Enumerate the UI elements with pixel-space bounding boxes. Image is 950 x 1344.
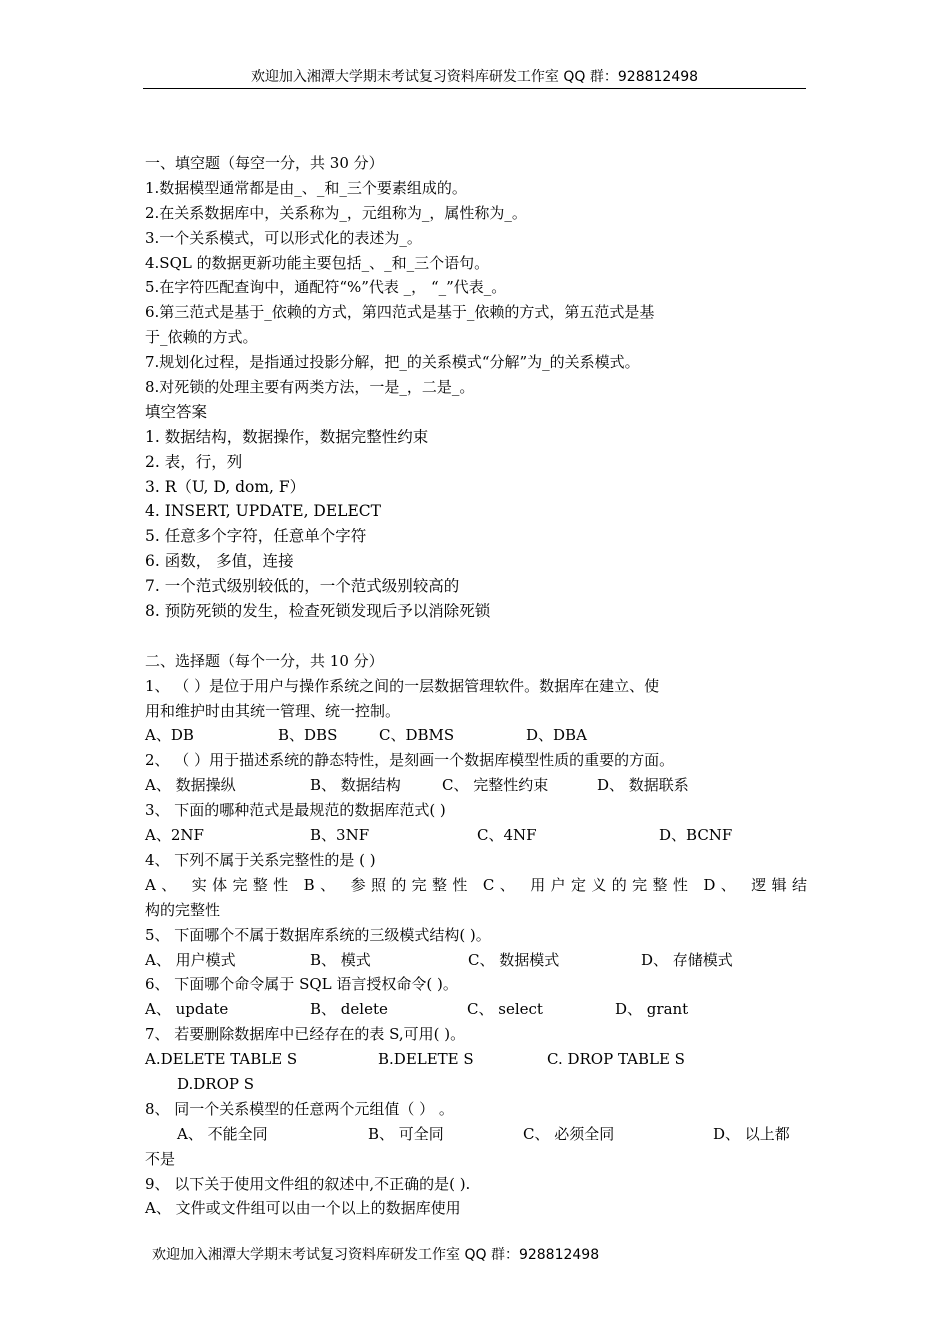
option-a: A、2NF — [145, 826, 204, 845]
option-a: A、 数据操纵 — [145, 776, 236, 795]
choice-section-title: 二、选择题（每个一分，共 10 分） — [145, 651, 384, 670]
fill-question-4: 4.SQL 的数据更新功能主要包括_、_和_三个语句。 — [145, 253, 490, 272]
option-a: A、 update — [145, 1000, 229, 1019]
fill-answer-3: 3. R（U, D, dom, F） — [145, 477, 306, 496]
option-d: D、BCNF — [659, 826, 733, 845]
choice-question-4-options-line-1: A、 实体完整性 B、 参照的完整性 C、 用户定义的完整性 D、 逻辑结 — [145, 875, 807, 894]
option-a: A、 用户模式 — [145, 950, 236, 969]
option-b: B、 delete — [310, 1000, 388, 1019]
document-body — [145, 151, 807, 1221]
option-c: C、 完整性约束 — [442, 776, 549, 795]
option-d: D、 数据联系 — [597, 776, 689, 795]
option-b: B、3NF — [310, 826, 370, 845]
header-rule — [143, 88, 806, 89]
fill-answer-7: 7. 一个范式级别较低的，一个范式级别较高的 — [145, 577, 460, 596]
choice-question-7: 7、 若要删除数据库中已经存在的表 S,可用( )。 — [145, 1025, 466, 1044]
choice-question-8-line-2: 不是 — [145, 1149, 176, 1168]
fill-question-7: 7.规划化过程，是指通过投影分解，把_的关系模式“分解”为_的关系模式。 — [145, 353, 640, 372]
option-b: B.DELETE S — [378, 1050, 474, 1069]
choice-question-1-line-2: 用和维护时由其统一管理、统一控制。 — [145, 701, 401, 720]
fill-answer-6: 6. 函数， 多值，连接 — [145, 552, 294, 571]
fill-answer-4: 4. INSERT, UPDATE, DELECT — [145, 502, 381, 521]
fill-answer-1: 1. 数据结构，数据操作，数据完整性约束 — [145, 427, 429, 446]
option-c: C. DROP TABLE S — [547, 1050, 685, 1069]
choice-question-1-line-1: 1、 （ ）是位于用户与操作系统之间的一层数据管理软件。数据库在建立、使 — [145, 676, 660, 695]
choice-question-9-option-a: A、 文件或文件组可以由一个以上的数据库使用 — [145, 1199, 461, 1218]
fill-question-2: 2.在关系数据库中，关系称为_，元组称为_，属性称为_。 — [145, 203, 527, 222]
option-c: C、 必须全同 — [523, 1124, 615, 1143]
option-a: A.DELETE TABLE S — [145, 1050, 298, 1069]
fill-answers-title: 填空答案 — [145, 402, 208, 421]
fill-answer-8: 8. 预防死锁的发生，检查死锁发现后予以消除死锁 — [145, 602, 491, 621]
choice-question-3-options — [145, 823, 807, 848]
choice-question-7-option-d: D.DROP S — [177, 1074, 255, 1093]
option-d: D、DBA — [526, 726, 587, 745]
choice-question-8-options — [145, 1122, 807, 1147]
choice-question-6-options — [145, 997, 807, 1022]
section-spacer — [145, 624, 807, 649]
choice-question-7-options — [145, 1047, 807, 1072]
choice-question-8: 8、 同一个关系模型的任意两个元组值（ ） 。 — [145, 1099, 454, 1118]
choice-question-2: 2、 （ ）用于描述系统的静态特性，是刻画一个数据库模型性质的重要的方面。 — [145, 751, 675, 770]
choice-question-3: 3、 下面的哪种范式是最规范的数据库范式( ) — [145, 801, 446, 820]
page-footer: 欢迎加入湘潭大学期末考试复习资料库研发工作室 QQ 群：928812498 — [152, 1247, 600, 1263]
choice-question-9: 9、 以下关于使用文件组的叙述中,不正确的是( ). — [145, 1174, 471, 1193]
option-b: B、DBS — [278, 726, 338, 745]
option-c: C、 数据模式 — [468, 950, 560, 969]
option-c: C、4NF — [477, 826, 537, 845]
fill-answer-5: 5. 任意多个字符，任意单个字符 — [145, 527, 367, 546]
option-d: D、 以上都 — [713, 1124, 790, 1143]
fill-question-8: 8.对死锁的处理主要有两类方法，一是_，二是_。 — [145, 378, 475, 397]
fill-question-6-line-1: 6.第三范式是基于_依赖的方式，第四范式是基于_依赖的方式，第五范式是基 — [145, 303, 655, 322]
option-d: D、 存储模式 — [641, 950, 733, 969]
choice-question-5: 5、 下面哪个不属于数据库系统的三级模式结构( )。 — [145, 925, 491, 944]
option-b: B、 可全同 — [368, 1124, 444, 1143]
choice-question-2-options — [145, 773, 807, 798]
fill-section-title: 一、填空题（每空一分，共 30 分） — [145, 154, 384, 172]
page-header: 欢迎加入湘潭大学期末考试复习资料库研发工作室 QQ 群：928812498 — [250, 69, 699, 85]
fill-question-3: 3.一个关系模式，可以形式化的表述为_。 — [145, 228, 422, 247]
choice-question-4: 4、 下列不属于关系完整性的是 ( ) — [145, 850, 376, 869]
choice-question-5-options — [145, 948, 807, 973]
fill-question-6-line-2: 于_依赖的方式。 — [145, 328, 258, 347]
choice-question-4-options-line-2: 构的完整性 — [145, 900, 221, 919]
fill-answer-2: 2. 表，行，列 — [145, 452, 243, 471]
choice-question-6: 6、 下面哪个命令属于 SQL 语言授权命令( )。 — [145, 975, 458, 994]
option-c: C、DBMS — [379, 726, 455, 745]
option-b: B、 数据结构 — [310, 776, 401, 795]
option-a: A、DB — [145, 726, 194, 745]
choice-question-1-options — [145, 723, 807, 748]
option-a: A、 不能全同 — [177, 1124, 268, 1143]
option-c: C、 select — [467, 1000, 543, 1019]
option-b: B、 模式 — [310, 950, 371, 969]
fill-question-1: 1.数据模型通常都是由_、_和_三个要素组成的。 — [145, 178, 467, 197]
option-d: D、 grant — [615, 1000, 689, 1019]
fill-question-5: 5.在字符匹配查询中，通配符“%”代表 _， “_”代表_。 — [145, 278, 507, 297]
